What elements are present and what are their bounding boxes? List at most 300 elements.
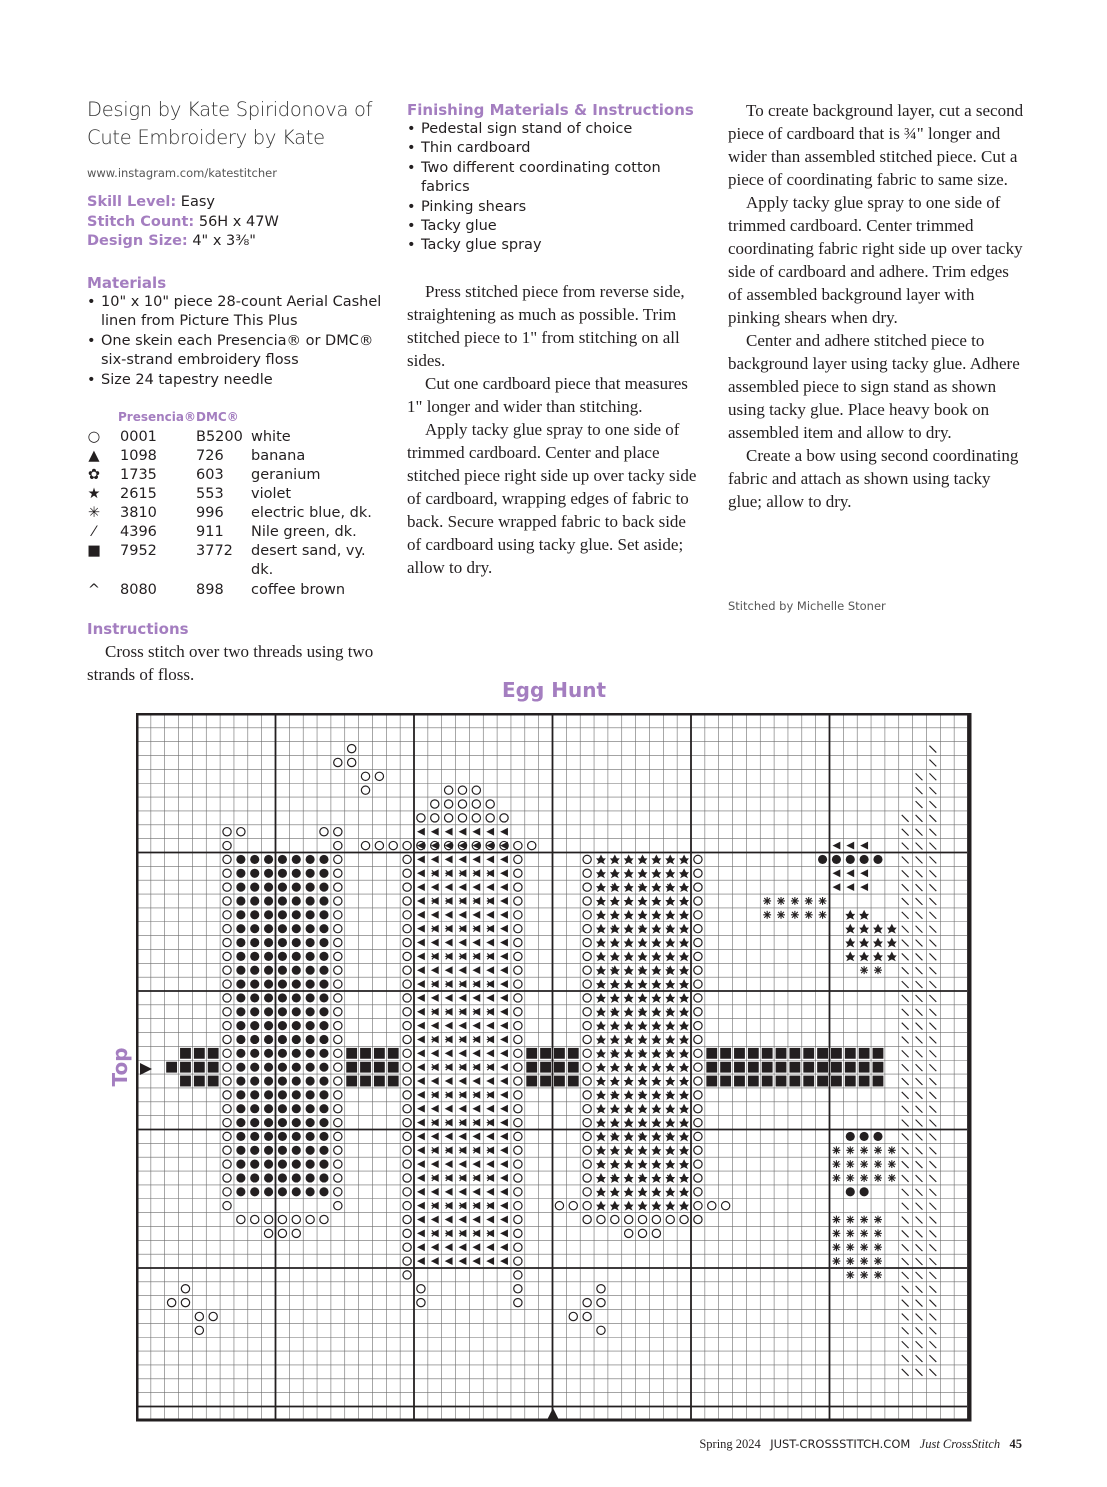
banana-stitch bbox=[500, 1146, 508, 1154]
square-icon: ■ bbox=[87, 543, 101, 559]
desert-sand-stitch bbox=[180, 1062, 191, 1073]
desert-sand-stitch bbox=[831, 1076, 842, 1087]
white-stitch bbox=[597, 1215, 605, 1223]
list-item: • Size 24 tapestry needle bbox=[87, 371, 382, 390]
banana-stitch bbox=[417, 883, 425, 891]
banana-stitch bbox=[417, 939, 425, 947]
nile-green-stitch bbox=[916, 801, 923, 808]
geranium-stitch bbox=[250, 1063, 259, 1072]
geranium-stitch bbox=[319, 883, 328, 892]
geranium-stitch bbox=[292, 1187, 301, 1196]
electric-blue-stitch bbox=[763, 897, 771, 905]
white-stitch bbox=[694, 1132, 702, 1140]
nile-green-stitch bbox=[902, 1217, 909, 1224]
banana-stitch bbox=[472, 911, 480, 919]
violet-stitch bbox=[679, 965, 689, 975]
geranium-stitch bbox=[236, 1132, 245, 1141]
desert-sand-stitch bbox=[374, 1062, 385, 1073]
electric-blue-stitch bbox=[846, 1146, 854, 1154]
geranium-stitch bbox=[846, 1187, 855, 1196]
white-stitch bbox=[403, 952, 411, 960]
list-item: • Tacky glue bbox=[407, 217, 707, 236]
banana-stitch bbox=[500, 1049, 508, 1057]
white-stitch bbox=[514, 938, 522, 946]
geranium-stitch bbox=[292, 952, 301, 961]
nile-green-stitch bbox=[902, 1147, 909, 1154]
violet-stitch bbox=[624, 1104, 634, 1114]
white-stitch bbox=[514, 869, 522, 877]
geranium-stitch bbox=[278, 1132, 287, 1141]
violet-stitch bbox=[873, 924, 883, 934]
geranium-stitch bbox=[292, 869, 301, 878]
nile-green-stitch bbox=[916, 1009, 923, 1016]
violet-stitch bbox=[596, 924, 606, 934]
white-stitch bbox=[334, 1132, 342, 1140]
violet-stitch bbox=[679, 1035, 689, 1045]
white-stitch bbox=[403, 966, 411, 974]
geranium-stitch bbox=[860, 1132, 869, 1141]
violet-stitch bbox=[679, 993, 689, 1003]
banana-stitch bbox=[500, 1091, 508, 1099]
nile-green-stitch bbox=[916, 1037, 923, 1044]
white-stitch bbox=[444, 786, 452, 794]
key-color-name: Nile green, dk. bbox=[251, 524, 357, 540]
electric-blue-stitch bbox=[791, 897, 799, 905]
violet-stitch bbox=[638, 1187, 648, 1197]
white-stitch bbox=[223, 1008, 231, 1016]
desert-sand-stitch bbox=[845, 1048, 856, 1059]
banana-stitch bbox=[486, 1257, 494, 1265]
violet-stitch bbox=[679, 855, 689, 865]
banana-stitch bbox=[445, 1188, 453, 1196]
geranium-stitch bbox=[319, 896, 328, 905]
violet-stitch bbox=[665, 896, 675, 906]
white-stitch bbox=[278, 1215, 286, 1223]
desert-sand-stitch bbox=[859, 1048, 870, 1059]
violet-stitch bbox=[651, 1118, 661, 1128]
nile-green-stitch bbox=[916, 1272, 923, 1279]
desert-sand-stitch bbox=[554, 1048, 565, 1059]
footer-magazine: Just CrossStitch bbox=[919, 1437, 1001, 1451]
banana-stitch bbox=[445, 828, 453, 836]
white-stitch bbox=[652, 1215, 660, 1223]
desert-sand-stitch bbox=[208, 1062, 219, 1073]
banana-stitch bbox=[445, 856, 453, 864]
geranium-stitch bbox=[306, 1090, 315, 1099]
white-stitch bbox=[223, 1063, 231, 1071]
banana-stitch bbox=[445, 1049, 453, 1057]
white-stitch bbox=[583, 1049, 591, 1057]
banana-stitch bbox=[472, 1022, 480, 1030]
geranium-stitch bbox=[292, 1104, 301, 1113]
white-stitch bbox=[403, 1243, 411, 1251]
banana-stitch bbox=[500, 1077, 508, 1085]
banana-stitch bbox=[459, 911, 467, 919]
desert-sand-stitch bbox=[734, 1062, 745, 1073]
violet-stitch bbox=[596, 868, 606, 878]
geranium-stitch bbox=[873, 1132, 882, 1141]
banana-stitch bbox=[431, 1049, 439, 1057]
banana-stitch bbox=[431, 939, 439, 947]
nile-green-stitch bbox=[902, 1230, 909, 1237]
white-stitch bbox=[223, 1188, 231, 1196]
nile-green-stitch bbox=[929, 815, 936, 822]
violet-stitch bbox=[873, 951, 883, 961]
violet-stitch bbox=[610, 979, 620, 989]
violet-stitch bbox=[624, 896, 634, 906]
geranium-stitch bbox=[264, 910, 273, 919]
nile-green-stitch bbox=[929, 829, 936, 836]
desert-sand-stitch bbox=[526, 1048, 537, 1059]
nile-green-stitch bbox=[916, 1023, 923, 1030]
nile-green-stitch bbox=[916, 1050, 923, 1057]
white-stitch bbox=[638, 1215, 646, 1223]
white-stitch bbox=[514, 1202, 522, 1210]
white-stitch bbox=[583, 855, 591, 863]
desert-sand-stitch bbox=[346, 1062, 357, 1073]
white-stitch bbox=[514, 1146, 522, 1154]
nile-green-stitch bbox=[916, 995, 923, 1002]
violet-stitch bbox=[679, 882, 689, 892]
white-stitch bbox=[694, 925, 702, 933]
banana-stitch bbox=[431, 1077, 439, 1085]
geranium-stitch bbox=[250, 896, 259, 905]
geranium-stitch bbox=[236, 855, 245, 864]
geranium-stitch bbox=[319, 1090, 328, 1099]
nile-green-stitch bbox=[916, 981, 923, 988]
white-stitch bbox=[583, 966, 591, 974]
white-stitch bbox=[403, 1202, 411, 1210]
nile-green-stitch bbox=[916, 1244, 923, 1251]
electric-blue-stitch bbox=[874, 966, 882, 974]
geranium-stitch bbox=[306, 1187, 315, 1196]
nile-green-stitch bbox=[929, 1341, 936, 1348]
violet-stitch bbox=[610, 1076, 620, 1086]
geranium-stitch bbox=[306, 938, 315, 947]
banana-stitch bbox=[846, 869, 854, 877]
white-stitch bbox=[334, 828, 342, 836]
white-stitch bbox=[223, 1132, 231, 1140]
violet-stitch bbox=[624, 1021, 634, 1031]
nile-green-stitch bbox=[902, 898, 909, 905]
geranium-stitch bbox=[278, 966, 287, 975]
desert-sand-stitch bbox=[845, 1062, 856, 1073]
geranium-stitch bbox=[236, 896, 245, 905]
white-stitch bbox=[334, 1035, 342, 1043]
desert-sand-stitch bbox=[568, 1062, 579, 1073]
white-stitch bbox=[334, 841, 342, 849]
violet-stitch bbox=[610, 1118, 620, 1128]
banana-stitch bbox=[445, 994, 453, 1002]
nile-green-stitch bbox=[929, 1106, 936, 1113]
desert-sand-stitch bbox=[762, 1062, 773, 1073]
white-stitch bbox=[514, 1188, 522, 1196]
violet-stitch bbox=[624, 951, 634, 961]
violet-stitch bbox=[638, 1021, 648, 1031]
banana-stitch bbox=[500, 1188, 508, 1196]
white-stitch bbox=[334, 897, 342, 905]
nile-green-stitch bbox=[902, 981, 909, 988]
violet-stitch bbox=[638, 938, 648, 948]
banana-stitch bbox=[459, 966, 467, 974]
banana-stitch bbox=[445, 911, 453, 919]
white-stitch bbox=[334, 1160, 342, 1168]
nile-green-stitch bbox=[929, 1147, 936, 1154]
nile-green-stitch bbox=[929, 746, 936, 753]
geranium-stitch bbox=[264, 1132, 273, 1141]
white-stitch bbox=[403, 925, 411, 933]
violet-stitch bbox=[624, 1062, 634, 1072]
white-stitch bbox=[334, 1202, 342, 1210]
skill-label: Skill Level: bbox=[87, 194, 177, 210]
electric-blue-stitch bbox=[846, 1243, 854, 1251]
nile-green-stitch bbox=[916, 898, 923, 905]
violet-stitch bbox=[651, 896, 661, 906]
banana-stitch bbox=[472, 1243, 480, 1251]
banana-stitch bbox=[500, 1063, 508, 1071]
white-stitch bbox=[583, 1063, 591, 1071]
white-stitch bbox=[514, 841, 522, 849]
white-stitch bbox=[694, 1160, 702, 1168]
geranium-stitch bbox=[292, 1118, 301, 1127]
white-stitch bbox=[223, 828, 231, 836]
white-stitch bbox=[264, 1215, 272, 1223]
violet-stitch bbox=[624, 1201, 634, 1211]
geranium-stitch bbox=[292, 924, 301, 933]
white-stitch bbox=[694, 855, 702, 863]
white-stitch bbox=[417, 814, 425, 822]
geranium-stitch bbox=[264, 1090, 273, 1099]
banana-stitch bbox=[417, 1174, 425, 1182]
electric-blue-stitch bbox=[833, 1174, 841, 1182]
violet-stitch bbox=[638, 1159, 648, 1169]
key-color-name: white bbox=[251, 429, 291, 445]
geranium-stitch bbox=[236, 966, 245, 975]
white-stitch bbox=[334, 1174, 342, 1182]
banana-stitch bbox=[500, 1160, 508, 1168]
banana-stitch bbox=[846, 842, 854, 850]
white-stitch bbox=[458, 800, 466, 808]
banana-stitch bbox=[472, 939, 480, 947]
violet-stitch bbox=[859, 938, 869, 948]
nile-green-stitch bbox=[929, 995, 936, 1002]
white-stitch bbox=[694, 897, 702, 905]
instagram-link[interactable]: www.instagram.com/katestitcher bbox=[87, 166, 277, 180]
banana-stitch bbox=[417, 1091, 425, 1099]
electric-blue-stitch bbox=[860, 1257, 868, 1265]
white-stitch bbox=[403, 883, 411, 891]
desert-sand-stitch bbox=[873, 1076, 884, 1087]
white-stitch bbox=[320, 1215, 328, 1223]
violet-stitch bbox=[596, 1201, 606, 1211]
banana-stitch bbox=[445, 939, 453, 947]
white-stitch bbox=[721, 1202, 729, 1210]
key-color-name: coffee brown bbox=[251, 582, 346, 598]
banana-stitch bbox=[500, 1202, 508, 1210]
violet-stitch bbox=[624, 1076, 634, 1086]
geranium-stitch bbox=[278, 1063, 287, 1072]
violet-stitch bbox=[624, 979, 634, 989]
white-stitch bbox=[611, 1215, 619, 1223]
violet-stitch bbox=[596, 1118, 606, 1128]
banana-stitch bbox=[486, 1188, 494, 1196]
electric-blue-stitch bbox=[846, 1257, 854, 1265]
violet-stitch bbox=[679, 1145, 689, 1155]
violet-stitch bbox=[887, 951, 897, 961]
banana-stitch bbox=[472, 856, 480, 864]
geranium-stitch bbox=[236, 1049, 245, 1058]
nile-green-stitch bbox=[929, 884, 936, 891]
violet-stitch bbox=[679, 1090, 689, 1100]
nile-green-stitch bbox=[916, 1314, 923, 1321]
banana-stitch bbox=[500, 1133, 508, 1141]
violet-stitch bbox=[596, 1048, 606, 1058]
nile-green-stitch bbox=[902, 1272, 909, 1279]
size-value: 4" x 3⅜" bbox=[192, 233, 256, 249]
geranium-stitch bbox=[264, 1021, 273, 1030]
nile-green-stitch bbox=[929, 1120, 936, 1127]
geranium-stitch bbox=[319, 1076, 328, 1085]
white-stitch bbox=[264, 1229, 272, 1237]
violet-stitch bbox=[638, 910, 648, 920]
geranium-stitch bbox=[250, 883, 259, 892]
white-stitch bbox=[334, 1063, 342, 1071]
geranium-stitch bbox=[319, 1035, 328, 1044]
geranium-stitch bbox=[292, 966, 301, 975]
violet-stitch bbox=[638, 896, 648, 906]
geranium-stitch bbox=[292, 1090, 301, 1099]
nile-green-stitch bbox=[929, 1161, 936, 1168]
banana-stitch bbox=[417, 1188, 425, 1196]
key-row bbox=[87, 504, 387, 523]
nile-green-stitch bbox=[916, 967, 923, 974]
white-stitch bbox=[583, 1188, 591, 1196]
banana-stitch bbox=[500, 1036, 508, 1044]
geranium-stitch bbox=[860, 855, 869, 864]
nile-green-stitch bbox=[929, 801, 936, 808]
white-stitch bbox=[403, 1229, 411, 1237]
white-stitch bbox=[334, 925, 342, 933]
violet-stitch bbox=[665, 951, 675, 961]
white-stitch bbox=[334, 1008, 342, 1016]
violet-stitch bbox=[651, 1090, 661, 1100]
white-stitch bbox=[486, 800, 494, 808]
white-stitch bbox=[583, 925, 591, 933]
banana-stitch bbox=[472, 1133, 480, 1141]
nile-green-stitch bbox=[902, 1106, 909, 1113]
white-stitch bbox=[334, 1049, 342, 1057]
white-stitch bbox=[403, 1132, 411, 1140]
violet-stitch bbox=[610, 993, 620, 1003]
nile-green-stitch bbox=[902, 1341, 909, 1348]
white-stitch bbox=[403, 911, 411, 919]
white-stitch bbox=[320, 828, 328, 836]
geranium-stitch bbox=[236, 1090, 245, 1099]
banana-stitch bbox=[860, 883, 868, 891]
geranium-stitch bbox=[306, 896, 315, 905]
violet-stitch bbox=[859, 924, 869, 934]
top-orientation-label: Top bbox=[108, 1047, 132, 1087]
geranium-stitch bbox=[264, 883, 273, 892]
key-presencia: 4396 bbox=[120, 524, 157, 540]
violet-stitch bbox=[638, 1118, 648, 1128]
key-presencia: 7952 bbox=[120, 543, 157, 559]
violet-stitch bbox=[651, 1173, 661, 1183]
white-stitch bbox=[375, 772, 383, 780]
nile-green-stitch bbox=[916, 1092, 923, 1099]
violet-stitch bbox=[624, 1048, 634, 1058]
nile-green-stitch bbox=[929, 1078, 936, 1085]
design-credit-line2: Cute Embroidery by Kate bbox=[87, 126, 325, 149]
geranium-stitch bbox=[292, 938, 301, 947]
white-stitch bbox=[694, 1035, 702, 1043]
electric-blue-stitch bbox=[777, 911, 785, 919]
geranium-stitch bbox=[236, 869, 245, 878]
chart-title: Egg Hunt bbox=[501, 678, 607, 702]
geranium-stitch bbox=[250, 924, 259, 933]
footer-site[interactable]: JUST-CROSSSTITCH.COM bbox=[770, 1437, 911, 1451]
banana-stitch bbox=[833, 883, 841, 891]
white-stitch bbox=[292, 1215, 300, 1223]
banana-stitch bbox=[445, 966, 453, 974]
geranium-stitch bbox=[250, 1021, 259, 1030]
violet-stitch bbox=[651, 1007, 661, 1017]
banana-stitch bbox=[445, 1160, 453, 1168]
banana-stitch bbox=[500, 952, 508, 960]
violet-stitch bbox=[679, 979, 689, 989]
nile-green-stitch bbox=[929, 1244, 936, 1251]
banana-stitch bbox=[486, 994, 494, 1002]
nile-green-stitch bbox=[916, 940, 923, 947]
finishing-list bbox=[407, 120, 707, 256]
nile-green-stitch bbox=[902, 1120, 909, 1127]
electric-blue-stitch bbox=[860, 1216, 868, 1224]
desert-sand-stitch bbox=[803, 1076, 814, 1087]
desert-sand-stitch bbox=[817, 1062, 828, 1073]
white-stitch bbox=[583, 1008, 591, 1016]
nile-green-stitch bbox=[916, 1175, 923, 1182]
violet-stitch bbox=[651, 979, 661, 989]
key-color-name: dk. bbox=[251, 562, 274, 578]
violet-stitch bbox=[665, 1076, 675, 1086]
violet-stitch bbox=[610, 1187, 620, 1197]
geranium-stitch bbox=[292, 1160, 301, 1169]
violet-stitch bbox=[596, 1090, 606, 1100]
banana-stitch bbox=[500, 1022, 508, 1030]
white-stitch bbox=[389, 841, 397, 849]
white-stitch bbox=[625, 1215, 633, 1223]
banana-stitch bbox=[486, 883, 494, 891]
nile-green-stitch bbox=[916, 1161, 923, 1168]
nile-green-stitch bbox=[902, 1064, 909, 1071]
banana-stitch bbox=[486, 911, 494, 919]
banana-stitch bbox=[417, 966, 425, 974]
nile-green-stitch bbox=[916, 843, 923, 850]
nile-green-stitch bbox=[916, 912, 923, 919]
banana-stitch bbox=[486, 1077, 494, 1085]
desert-sand-stitch bbox=[554, 1076, 565, 1087]
white-stitch bbox=[403, 1215, 411, 1223]
banana-stitch bbox=[417, 1133, 425, 1141]
desert-sand-stitch bbox=[817, 1076, 828, 1087]
desert-sand-stitch bbox=[789, 1076, 800, 1087]
geranium-stitch bbox=[292, 1007, 301, 1016]
geranium-stitch bbox=[306, 924, 315, 933]
nile-green-stitch bbox=[902, 1037, 909, 1044]
key-row bbox=[87, 542, 387, 561]
geranium-stitch bbox=[264, 1007, 273, 1016]
geranium-stitch bbox=[292, 1146, 301, 1155]
